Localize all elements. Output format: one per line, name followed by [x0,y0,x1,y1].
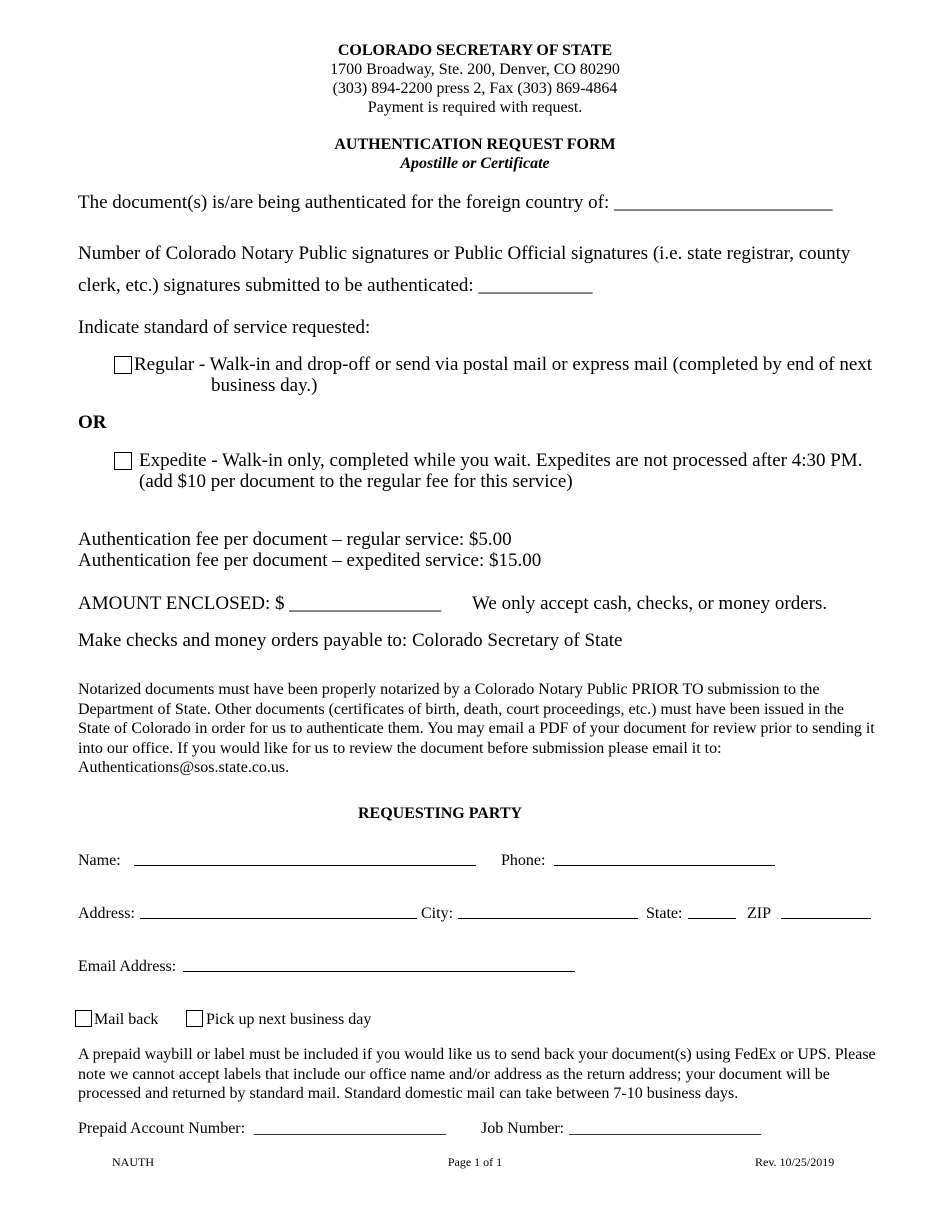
country-question: The document(s) is/are being authenticated for the foreign country of: _______________________ [78,192,833,213]
signatures-question-line2: clerk, etc.) signatures submitted to be authenticated: ____________ [78,275,593,296]
email-label: Email Address: [78,958,177,975]
or-separator: OR [78,412,107,433]
amount-enclosed-field[interactable]: AMOUNT ENCLOSED: $ ________________ [78,593,442,614]
zip-label: ZIP [747,905,771,922]
service-prompt: Indicate standard of service requested: [78,317,371,338]
name-input-line[interactable] [134,865,476,866]
city-input-line[interactable] [458,918,638,919]
signatures-question-line1: Number of Colorado Notary Public signatures or Public Official signatures (i.e. state registrar, county [78,243,851,264]
org-phone: (303) 894-2200 press 2, Fax (303) 869-4864 [332,80,618,97]
regular-option-line1: Regular - Walk-in and drop-off or send via postal mail or express mail (completed by end of next [134,354,873,375]
address-input-line[interactable] [140,918,417,919]
city-label: City: [421,905,454,922]
form-subtitle: Apostille or Certificate [400,155,550,172]
notarization-notice: Notarized documents must have been properly notarized by a Colorado Notary Public PRIOR TO submission to the Department of State. Other documents (certificates of birth, death, court proceedings, etc.) must have been issued in the State of Colorado in order for us to authenticate them. You may email a PDF of your document for review prior to sending it into our office. If you would like for us to review the document before submission please email it to: Authentications@sos.state.co.us. [78,681,875,776]
state-input-line[interactable] [688,918,736,919]
regular-fee: Authentication fee per document – regular service: $5.00 [78,529,512,550]
form-title: AUTHENTICATION REQUEST FORM [334,136,616,153]
expedite-option-line1: Expedite - Walk-in only, completed while you wait. Expedites are not processed after 4:30 PM. [139,450,863,471]
form-code: NAUTH [112,1155,154,1169]
prepaid-account-label: Prepaid Account Number: [78,1120,246,1137]
mail-back-label: Mail back [94,1011,159,1028]
org-name: COLORADO SECRETARY OF STATE [337,42,613,59]
zip-input-line[interactable] [781,918,871,919]
name-label: Name: [78,852,121,869]
regular-option-line2: business day.) [211,375,318,396]
phone-label: Phone: [501,852,546,869]
org-address: 1700 Broadway, Ste. 200, Denver, CO 80290 [330,61,620,78]
state-label: State: [646,905,683,922]
job-number-input[interactable]: ________________________ [569,1120,761,1137]
prepaid-account-input[interactable]: ________________________ [254,1120,446,1137]
expedite-option-line2: (add $10 per document to the regular fee for this service) [139,471,573,492]
pickup-checkbox[interactable] [186,1010,203,1027]
accepted-payments-note: We only accept cash, checks, or money orders. [472,593,828,614]
phone-input-line[interactable] [554,865,775,866]
waybill-note: A prepaid waybill or label must be included if you would like us to send back your document(s) using FedEx or UPS. Please note we cannot accept labels that include our office name and/or address as the return address; your document will be processed and returned by standard mail. Standard domestic mail can take between 7-10 business days. [78,1046,876,1102]
mail-back-checkbox[interactable] [75,1010,92,1027]
expedite-checkbox[interactable] [114,452,132,470]
address-label: Address: [78,905,135,922]
email-input-line[interactable] [183,971,575,972]
page-number: Page 1 of 1 [447,1155,503,1169]
revision-date: Rev. 10/25/2019 [755,1155,835,1169]
pickup-label: Pick up next business day [206,1011,372,1028]
payment-note: Payment is required with request. [367,99,583,116]
regular-checkbox[interactable] [114,356,132,374]
requesting-party-heading: REQUESTING PARTY [358,805,523,822]
payable-to-note: Make checks and money orders payable to: Colorado Secretary of State [78,630,623,651]
expedited-fee: Authentication fee per document – expedited service: $15.00 [78,550,542,571]
job-number-label: Job Number: [481,1120,565,1137]
